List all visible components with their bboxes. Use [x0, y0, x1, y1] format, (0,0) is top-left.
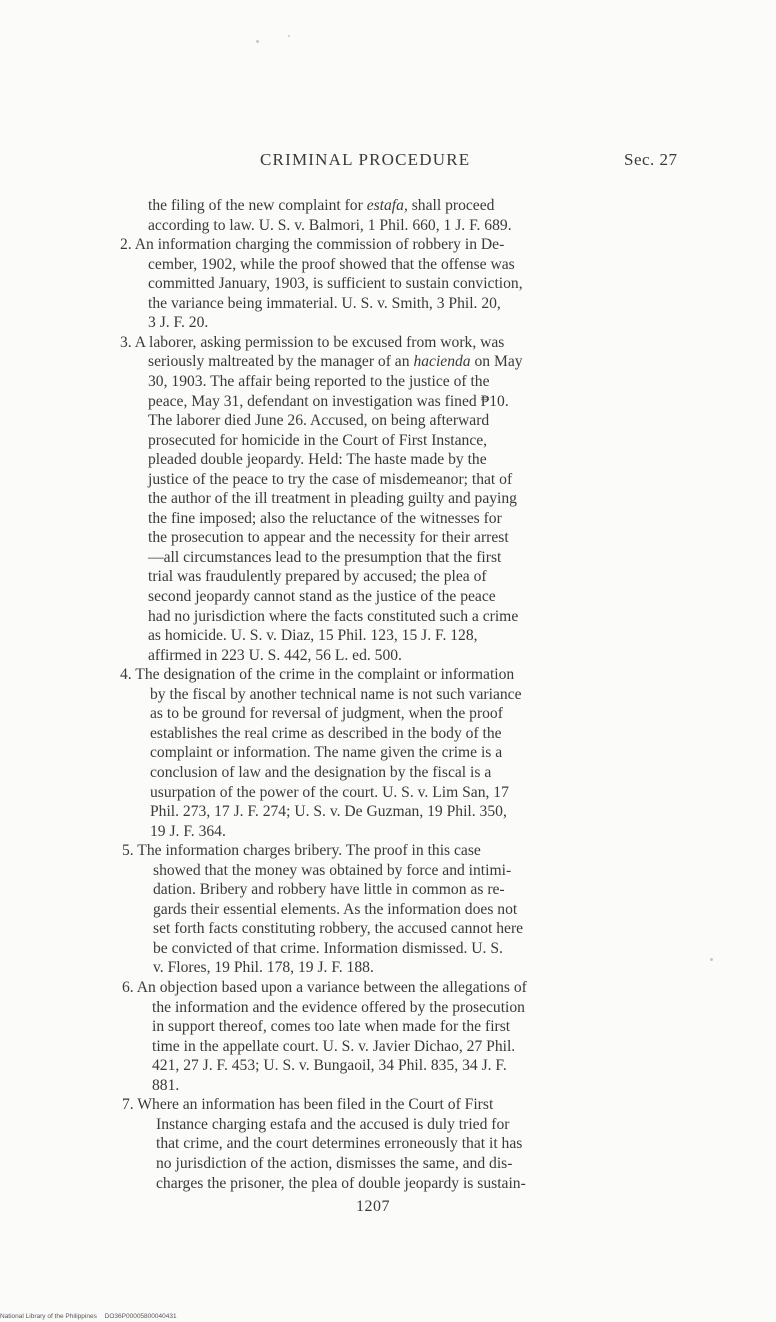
line-text: the prosecution to appear and the necessity for their arrest [148, 529, 509, 547]
text-line [148, 548, 690, 567]
line-text: the information and the evidence offered by the prosecution [152, 998, 525, 1016]
line-text: committed January, 1903, is sufficient to sustain conviction, [148, 275, 523, 293]
library-credit: National Library of the Philippines [0, 1313, 97, 1320]
line-text: conclusion of law and the designation by the fiscal is a [150, 763, 492, 781]
text-line [152, 998, 698, 1017]
line-text: prosecuted for homicide in the Court of First Instance, [148, 431, 488, 449]
text-line [148, 567, 690, 586]
line-text: peace, May 31, defendant on investigation was fined ₱10. [148, 392, 509, 410]
text-line [150, 704, 692, 723]
section-number: Sec. 27 [624, 150, 678, 169]
line-text: 3. A laborer, asking permission to be excused from work, was [120, 333, 505, 351]
text-line [150, 822, 260, 841]
text-line [148, 450, 690, 469]
line-text: —all circumstances lead to the presumption that the first [148, 548, 502, 566]
line-text: that crime, and the court determines erroneously that it has [156, 1135, 523, 1153]
line-text: showed that the money was obtained by force and intimi- [153, 861, 512, 879]
paper-speck [256, 40, 259, 43]
text-line [150, 743, 692, 762]
text-line [156, 1134, 698, 1153]
line-text: , shall proceed [403, 197, 495, 214]
scan-code: DO36P00005800040431 [104, 1313, 177, 1320]
text-line [120, 665, 690, 684]
paper-speck [288, 35, 290, 37]
text-line [148, 313, 248, 332]
text-line [152, 1037, 698, 1056]
paper-speck [710, 958, 713, 961]
text-line [122, 978, 698, 997]
line-text: as to be ground for reversal of judgment, when the proof [150, 705, 503, 723]
line-text: 5. The information charges bribery. The proof in this case [122, 842, 481, 860]
text-line [152, 1017, 698, 1036]
text-line [153, 919, 695, 938]
text-line [148, 294, 690, 313]
line-text: the variance being immaterial. U. S. v. Smith, 3 Phil. 20, [148, 294, 501, 312]
line-text: as homicide. U. S. v. Diaz, 15 Phil. 123, 15 J. F. 128, [148, 627, 478, 645]
line-text: gards their essential elements. As the information does not [153, 900, 518, 918]
line-text: no jurisdiction of the action, dismisses the same, and dis- [156, 1154, 513, 1172]
text-line [148, 196, 690, 215]
line-text: the fine imposed; also the reluctance of the witnesses for [148, 509, 502, 527]
line-text: 3 J. F. 20. [148, 314, 209, 332]
line-text: cember, 1902, while the proof showed that the offense was [148, 255, 515, 273]
scan-footer [0, 1313, 183, 1320]
text-line [150, 783, 692, 802]
text-line [156, 1115, 698, 1134]
line-text: establishes the real crime as described in the body of the [150, 724, 502, 742]
line-text: by the fiscal by another technical name is not such variance [150, 685, 522, 703]
line-text: Phil. 273, 17 J. F. 274; U. S. v. De Guzman, 19 Phil. 350, [150, 803, 507, 821]
text-line [153, 861, 695, 880]
text-line [148, 528, 690, 547]
line-text: pleaded double jeopardy. Held: The haste made by the [148, 451, 487, 469]
text-line [148, 274, 690, 293]
line-text: justice of the peace to try the case of misdemeanor; that of [148, 470, 513, 488]
line-text: trial was fraudulently prepared by accused; the plea of [148, 568, 487, 586]
text-line [153, 939, 695, 958]
line-text: in support thereof, comes too late when made for the first [152, 1018, 511, 1036]
line-text: the author of the ill treatment in pleading guilty and paying [148, 490, 517, 508]
text-line [120, 333, 690, 352]
text-line [148, 372, 690, 391]
line-text: complaint or information. The name given the crime is a [150, 744, 503, 762]
text-line [148, 255, 690, 274]
text-line [150, 685, 692, 704]
line-text: time in the appellate court. U. S. v. Javier Dichao, 27 Phil. [152, 1037, 516, 1055]
text-line [120, 235, 688, 254]
text-line [122, 1095, 698, 1114]
text-line [156, 1174, 698, 1193]
line-text: dation. Bribery and robbery have little in common as re- [153, 881, 505, 899]
text-line [148, 392, 690, 411]
line-text: seriously maltreated by the manager of an [148, 353, 414, 371]
text-line [156, 1154, 698, 1173]
text-line [122, 841, 690, 860]
text-line [148, 626, 690, 645]
text-line [153, 958, 453, 977]
line-text: Instance charging estafa and the accused is duly tried for [156, 1115, 510, 1133]
line-text: v. Flores, 19 Phil. 178, 19 J. F. 188. [153, 959, 374, 977]
text-line [148, 470, 690, 489]
line-text: 19 J. F. 364. [150, 822, 226, 840]
page-header [0, 150, 776, 174]
line-text: 7. Where an information has been filed in the Court of First [122, 1096, 494, 1114]
text-line [148, 431, 690, 450]
text-line [148, 607, 690, 626]
running-title: CRIMINAL PROCEDURE [260, 150, 471, 169]
text-line [152, 1056, 698, 1075]
line-text: had no jurisdiction where the facts constituted such a crime [148, 607, 519, 625]
line-text: according to law. U. S. v. Balmori, 1 Phil. 660, 1 J. F. 689. [148, 216, 512, 234]
line-text: the filing of the new complaint for [148, 197, 367, 214]
line-text: affirmed in 223 U. S. 442, 56 L. ed. 500. [148, 646, 402, 664]
italic-term: estafa [366, 197, 404, 214]
italic-term: hacienda [413, 353, 471, 371]
text-line [148, 489, 690, 508]
text-line [150, 802, 692, 821]
line-text: 30, 1903. The affair being reported to the justice of the [148, 372, 490, 390]
text-line [148, 216, 690, 235]
line-text: charges the prisoner, the plea of double jeopardy is sustain- [156, 1174, 526, 1192]
text-line [148, 352, 690, 371]
line-text: 421, 27 J. F. 453; U. S. v. Bungaoil, 34 Phil. 835, 34 J. F. [152, 1057, 507, 1075]
text-line [148, 509, 690, 528]
text-line [153, 880, 695, 899]
line-text: The laborer died June 26. Accused, on being afterward [148, 412, 490, 430]
line-text: 881. [152, 1076, 180, 1094]
line-text: 6. An objection based upon a variance between the allegations of [122, 979, 527, 996]
line-text: 4. The designation of the crime in the complaint or information [120, 666, 515, 684]
text-line [152, 1076, 182, 1095]
text-line [153, 900, 695, 919]
line-text: be convicted of that crime. Information dismissed. U. S. [153, 939, 503, 957]
text-line [150, 763, 692, 782]
line-text: second jeopardy cannot stand as the justice of the peace [148, 588, 496, 605]
text-line [148, 587, 690, 606]
text-line [148, 646, 518, 665]
line-text: usurpation of the power of the court. U. S. v. Lim San, 17 [150, 783, 509, 801]
line-text: set forth facts constituting robbery, the accused cannot here [153, 920, 524, 938]
line-text: 2. An information charging the commission of robbery in De- [120, 236, 505, 254]
line-text: on May [470, 353, 523, 371]
text-line [148, 411, 690, 430]
text-line [150, 724, 692, 743]
page-number: 1207 [356, 1198, 390, 1215]
